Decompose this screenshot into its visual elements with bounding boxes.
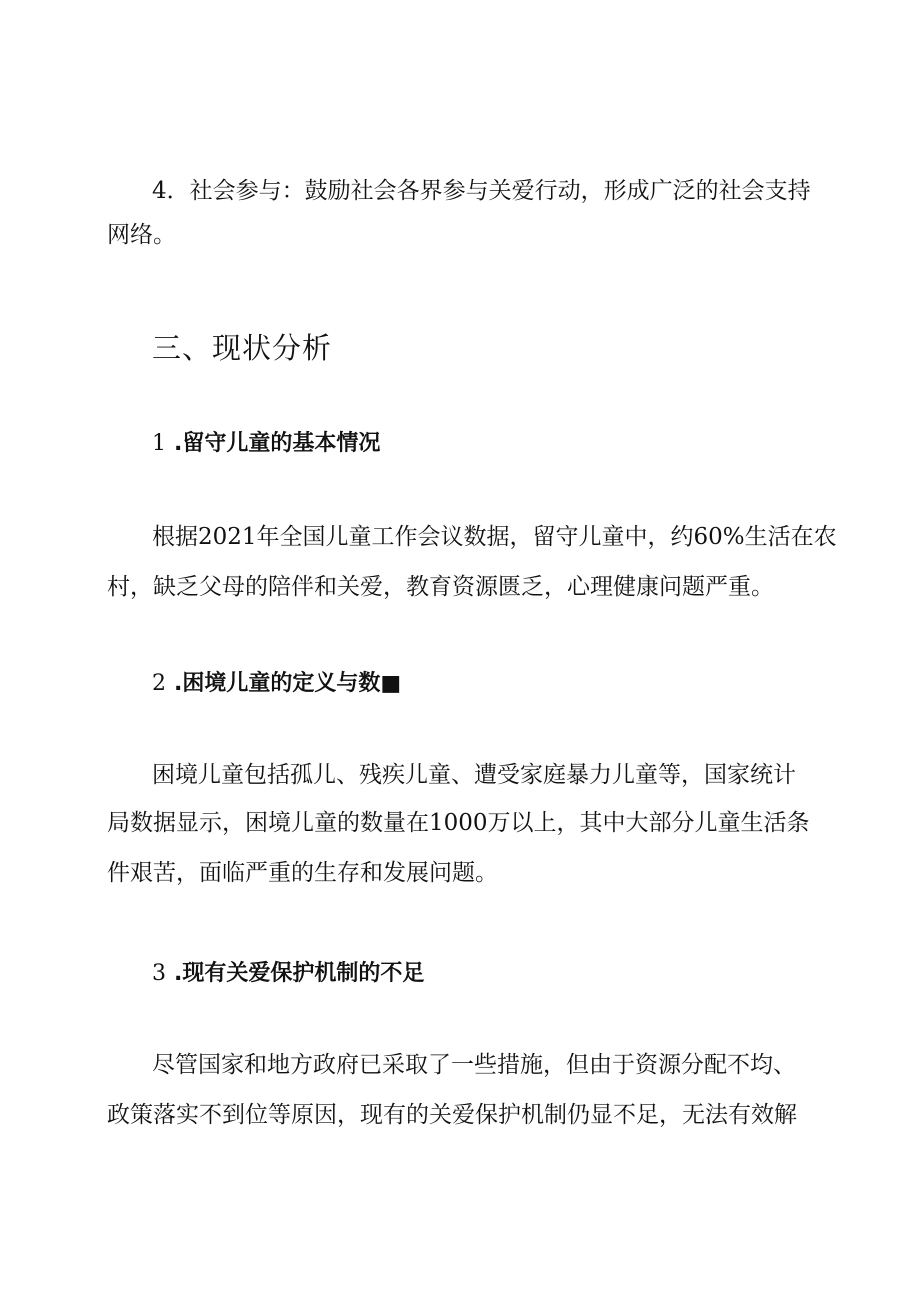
paragraph-3-continuation (107, 1094, 827, 1136)
paragraph-1 (152, 516, 837, 558)
paragraph-1-continuation (107, 566, 827, 608)
paragraph-2-line-2: 局数据显示，困境儿童的数量在1000万以上，其中大部分儿童生活条 (107, 810, 810, 836)
list-item-4-continuation (107, 214, 827, 256)
paragraph-1-line-2: 村，缺乏父母的陪伴和关爱，教育资源匮乏，心理健康问题严重。 (107, 574, 774, 600)
sub-heading-3-number: 3 (152, 961, 166, 986)
paragraph-2-line-3: 件艰苦，面临严重的生存和发展问题。 (107, 860, 498, 886)
paragraph-3-line-2: 政策落实不到位等原因，现有的关爱保护机制仍显不足，无法有效解 (107, 1102, 797, 1128)
paragraph-3-line-1: 尽管国家和地方政府已采取了一些措施，但由于资源分配不均、 (152, 1052, 796, 1078)
paragraph-3 (152, 1044, 820, 1086)
sub-heading-1-title: .留守儿童的基本情况 (174, 431, 381, 456)
list-item-4 (152, 170, 820, 212)
sub-heading-1-number: 1 (152, 431, 166, 456)
list-item-4-line-2: 网络。 (107, 222, 176, 248)
sub-heading-2-number: 2 (152, 671, 166, 696)
paragraph-2 (152, 754, 820, 796)
sub-heading-2-title: .困境儿童的定义与数■ (174, 671, 402, 696)
sub-heading-3-title: .现有关爱保护机制的不足 (174, 961, 425, 986)
sub-heading-3 (152, 954, 424, 994)
paragraph-2-line-1: 困境儿童包括孤儿、残疾儿童、遭受家庭暴力儿童等，国家统计 (152, 762, 796, 788)
sub-heading-1 (152, 424, 380, 464)
paragraph-2-continuation (107, 802, 827, 894)
list-item-4-line-1: 4．社会参与：鼓励社会各界参与关爱行动，形成广泛的社会支持 (152, 178, 811, 204)
section-heading: 三、现状分析 (152, 331, 333, 365)
paragraph-1-line-1: 根据2021年全国儿童工作会议数据，留守儿童中，约60%生活在农 (152, 524, 837, 550)
sub-heading-2 (152, 664, 401, 704)
